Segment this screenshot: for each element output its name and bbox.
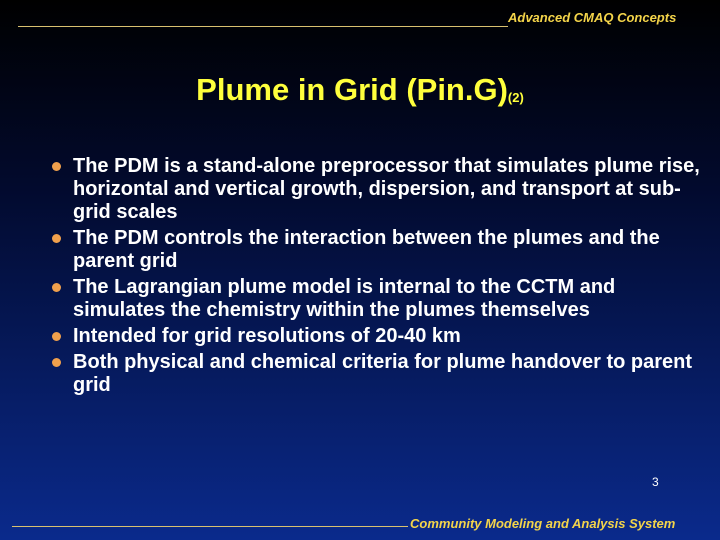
bullet-list [52,155,702,400]
bullet-text: Both physical and chemical criteria for plume handover to parent grid [73,351,693,396]
bullet-dot-icon [52,283,61,292]
page-number: 3 [652,475,659,489]
bullet-item [52,325,702,348]
footer-rule [12,526,408,527]
header-rule [18,26,508,27]
bullet-text: The PDM is a stand-alone preprocessor that simulates plume rise, horizontal and vertical growth, dispersion, and transport at sub-grid scales [73,155,700,223]
footer-label: Community Modeling and Analysis System [410,516,676,531]
bullet-dot-icon [52,332,61,341]
bullet-item [52,155,702,224]
bullet-text: Intended for grid resolutions of 20-40 km [73,325,461,347]
bullet-item [52,351,702,397]
bullet-dot-icon [52,358,61,367]
header-label: Advanced CMAQ Concepts [508,10,677,25]
slide-title-suffix: (2) [507,90,524,105]
bullet-text: The PDM controls the interaction between the plumes and the parent grid [73,227,660,272]
slide-title-text: Plume in Grid (Pin.G) [196,72,508,107]
bullet-text: The Lagrangian plume model is internal to the CCTM and simulates the chemistry within the plumes themselves [73,276,616,321]
bullet-dot-icon [52,162,61,171]
bullet-item [52,276,702,322]
bullet-dot-icon [52,234,61,243]
bullet-item [52,227,702,273]
slide-title [0,72,720,108]
